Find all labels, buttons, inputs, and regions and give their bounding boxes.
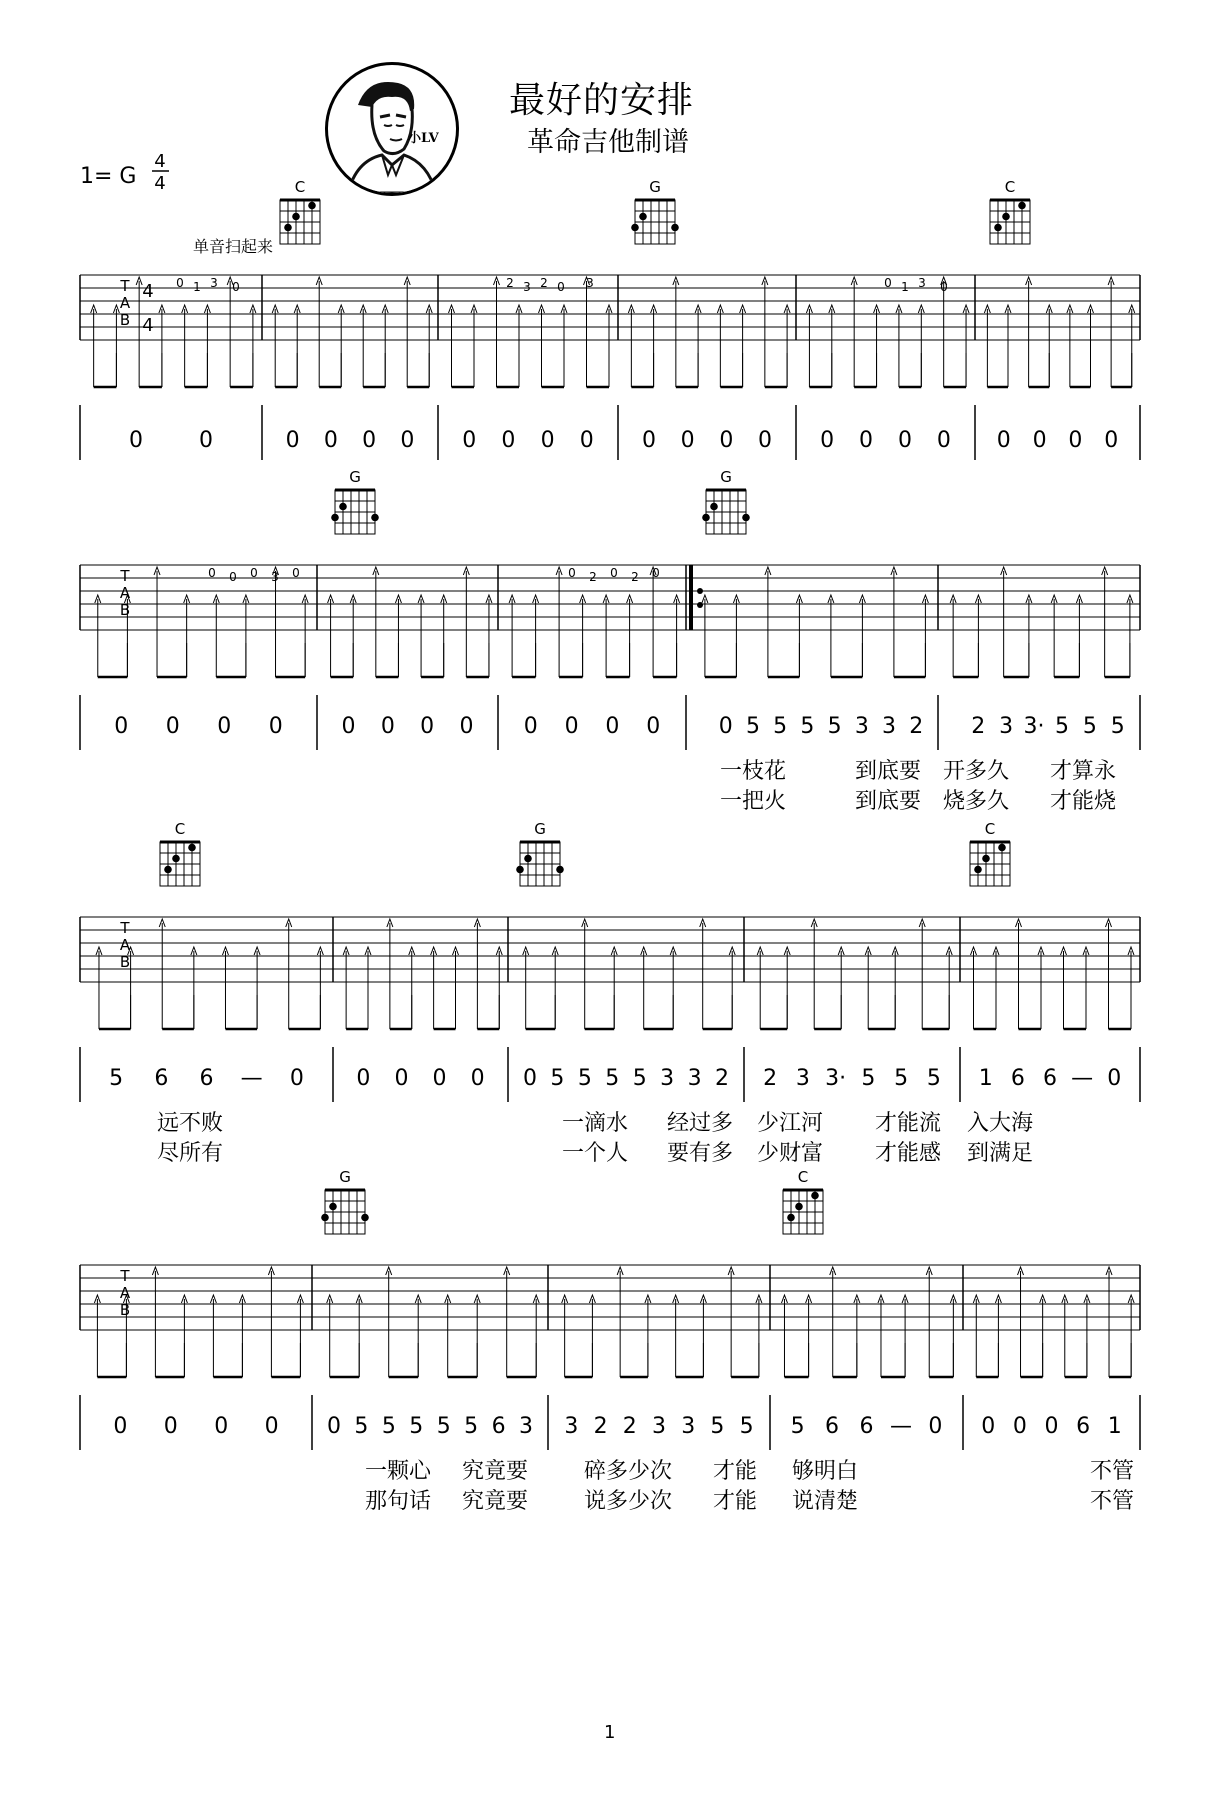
lyric-verse-1: 入大海 bbox=[966, 1111, 1034, 1136]
numbered-note: 0 bbox=[341, 714, 356, 739]
numbered-note: 0 bbox=[718, 714, 733, 739]
numbered-note: 6 bbox=[825, 1414, 840, 1439]
numbered-note: 1 bbox=[978, 1066, 993, 1091]
chord-name: G bbox=[339, 1168, 351, 1186]
lyric-verse-2: 尽所有 bbox=[156, 1141, 224, 1166]
numbered-note: 5 bbox=[1054, 714, 1069, 739]
fret-number: 0 bbox=[292, 566, 300, 580]
numbered-note: 6 bbox=[1043, 1066, 1057, 1091]
fret-number: 2 bbox=[589, 570, 597, 584]
lyric-verse-1: 少江河 bbox=[756, 1111, 824, 1136]
numbered-note: 0 bbox=[323, 428, 338, 453]
lyric-verse-1: 一颗心 bbox=[364, 1459, 432, 1484]
numbered-note: 0 bbox=[928, 1414, 943, 1439]
numbered-note: 5 bbox=[710, 1414, 725, 1439]
fret-number: 0 bbox=[652, 566, 660, 580]
numbered-note: 0 bbox=[646, 714, 661, 739]
fret-number: 3 bbox=[210, 276, 218, 290]
numbered-note: 3· bbox=[1023, 714, 1045, 739]
finger-dot bbox=[556, 866, 564, 874]
tab-time-bottom: 4 bbox=[142, 315, 154, 336]
numbered-note: — bbox=[240, 1066, 263, 1091]
fret-number: 2 bbox=[506, 276, 514, 290]
numbered-note: 5 bbox=[800, 714, 815, 739]
numbered-note: 2 bbox=[593, 1414, 608, 1439]
numbered-note: 0 bbox=[1107, 1066, 1122, 1091]
lyric-verse-2: 才能烧 bbox=[1049, 789, 1117, 814]
lyric-verse-1: 才能 bbox=[712, 1459, 758, 1484]
numbered-note: 5 bbox=[109, 1066, 124, 1091]
numbered-note: 0 bbox=[217, 714, 232, 739]
numbered-note: 3 bbox=[564, 1414, 579, 1439]
numbered-note: 0 bbox=[326, 1414, 341, 1439]
chord-diagram bbox=[783, 1190, 823, 1234]
fret-number: 0 bbox=[940, 280, 948, 294]
numbered-note: 0 bbox=[641, 428, 656, 453]
numbered-note: 0 bbox=[289, 1066, 304, 1091]
numbered-note: 6 bbox=[859, 1414, 874, 1439]
fret-number: 0 bbox=[208, 566, 216, 580]
intro-label: 单音扫起来 bbox=[192, 237, 274, 256]
numbered-note: 5 bbox=[436, 1414, 451, 1439]
lyric-verse-2: 到满足 bbox=[966, 1141, 1034, 1166]
numbered-note: 3 bbox=[999, 714, 1014, 739]
numbered-note: 0 bbox=[719, 428, 734, 453]
numbered-note: 6 bbox=[1010, 1066, 1025, 1091]
numbered-note: 0 bbox=[680, 428, 695, 453]
numbered-note: 3 bbox=[660, 1066, 675, 1091]
chord-name: C bbox=[797, 1168, 809, 1186]
numbered-note: 0 bbox=[859, 428, 874, 453]
finger-dot bbox=[671, 224, 679, 232]
lyric-verse-2: 说清楚 bbox=[791, 1489, 859, 1514]
numbered-note: 0 bbox=[380, 714, 395, 739]
numbered-note: 5 bbox=[605, 1066, 620, 1091]
finger-dot bbox=[339, 503, 347, 511]
repeat-dot bbox=[697, 588, 703, 594]
numbered-note: 6 bbox=[199, 1066, 214, 1091]
tab-letter: A bbox=[119, 1284, 131, 1302]
lyric-verse-1: 经过多 bbox=[666, 1111, 734, 1136]
numbered-note: 5 bbox=[1110, 714, 1125, 739]
lyric-verse-1: 到底要 bbox=[854, 759, 922, 784]
numbered-note: 0 bbox=[501, 428, 516, 453]
numbered-note: 0 bbox=[113, 1414, 128, 1439]
tab-letter: B bbox=[119, 311, 131, 329]
numbered-note: 3 bbox=[854, 714, 869, 739]
numbered-note: 5 bbox=[739, 1414, 754, 1439]
numbered-note: 0 bbox=[1012, 1414, 1027, 1439]
finger-dot bbox=[188, 844, 196, 852]
lyric-verse-2: 不管 bbox=[1089, 1489, 1135, 1514]
fret-number: 0 bbox=[568, 566, 576, 580]
fret-number: 3 bbox=[271, 570, 279, 584]
fret-number: 0 bbox=[610, 566, 618, 580]
logo-text: 小LV bbox=[408, 131, 439, 146]
page-number: 1 bbox=[604, 1722, 616, 1743]
finger-dot bbox=[371, 514, 379, 522]
fret-number: 0 bbox=[884, 276, 892, 290]
time-signature-bottom: 4 bbox=[154, 173, 166, 194]
numbered-note: 1 bbox=[1107, 1414, 1122, 1439]
finger-dot bbox=[284, 224, 292, 232]
lyric-verse-2: 说多少次 bbox=[583, 1489, 673, 1514]
numbered-note: 0 bbox=[470, 1066, 485, 1091]
chord-name: G bbox=[649, 178, 661, 196]
lyric-verse-1: 不管 bbox=[1089, 1459, 1135, 1484]
lyric-verse-2: 到底要 bbox=[854, 789, 922, 814]
chord-diagram bbox=[970, 842, 1010, 886]
numbered-note: 2 bbox=[909, 714, 924, 739]
lyric-verse-1: 开多久 bbox=[942, 759, 1010, 784]
finger-dot bbox=[982, 855, 990, 863]
numbered-note: 0 bbox=[362, 428, 377, 453]
finger-dot bbox=[164, 866, 172, 874]
fret-number: 0 bbox=[176, 276, 184, 290]
numbered-note: 5 bbox=[550, 1066, 565, 1091]
time-signature-top: 4 bbox=[154, 151, 166, 172]
numbered-note: 5 bbox=[409, 1414, 424, 1439]
lyric-verse-1: 才算永 bbox=[1049, 759, 1117, 784]
finger-dot bbox=[1002, 213, 1010, 221]
numbered-note: 0 bbox=[199, 428, 213, 453]
numbered-note: 3 bbox=[519, 1414, 534, 1439]
finger-dot bbox=[292, 213, 300, 221]
fret-number: 3 bbox=[523, 280, 531, 294]
numbered-note: 0 bbox=[459, 714, 474, 739]
numbered-note: 3 bbox=[795, 1066, 810, 1091]
tab-letter: B bbox=[119, 953, 131, 971]
numbered-note: 2 bbox=[715, 1066, 730, 1091]
numbered-note: 5 bbox=[745, 714, 760, 739]
tab-letter: A bbox=[119, 936, 131, 954]
lyric-verse-2: 才能感 bbox=[874, 1141, 942, 1166]
finger-dot bbox=[331, 514, 339, 522]
lyric-verse-1: 碎多少次 bbox=[583, 1459, 673, 1484]
chord-diagram bbox=[631, 200, 679, 244]
finger-dot bbox=[524, 855, 532, 863]
key-signature: 1= G bbox=[80, 164, 137, 189]
numbered-note: 3· bbox=[825, 1066, 847, 1091]
chord-name: C bbox=[984, 820, 996, 838]
numbered-note: 3 bbox=[882, 714, 897, 739]
tab-letter: T bbox=[120, 1267, 130, 1285]
numbered-note: 0 bbox=[163, 1414, 178, 1439]
finger-dot bbox=[631, 224, 639, 232]
finger-dot bbox=[811, 1192, 819, 1200]
tab-letter: B bbox=[119, 1301, 131, 1319]
finger-dot bbox=[795, 1203, 803, 1211]
numbered-note: 2 bbox=[763, 1066, 778, 1091]
tab-letter: B bbox=[119, 601, 131, 619]
chord-name: G bbox=[534, 820, 546, 838]
numbered-note: 0 bbox=[129, 428, 143, 453]
fret-number: 0 bbox=[232, 280, 240, 294]
chord-diagram bbox=[990, 200, 1030, 244]
tab-letter: A bbox=[119, 294, 131, 312]
numbered-note: 0 bbox=[214, 1414, 229, 1439]
fret-number: 0 bbox=[250, 566, 258, 580]
numbered-note: 5 bbox=[1082, 714, 1097, 739]
chord-diagram bbox=[516, 842, 564, 886]
finger-dot bbox=[787, 1214, 795, 1222]
numbered-note: 0 bbox=[564, 714, 579, 739]
numbered-note: 0 bbox=[897, 428, 912, 453]
finger-dot bbox=[702, 514, 710, 522]
numbered-note: 5 bbox=[790, 1414, 805, 1439]
numbered-note: 0 bbox=[996, 428, 1011, 453]
numbered-note: 0 bbox=[1104, 428, 1119, 453]
chord-diagram bbox=[702, 490, 750, 534]
numbered-note: 3 bbox=[687, 1066, 702, 1091]
chord-name: C bbox=[174, 820, 186, 838]
lyric-verse-2: 烧多久 bbox=[942, 789, 1010, 814]
chord-diagram bbox=[280, 200, 320, 244]
numbered-note: 3 bbox=[652, 1414, 666, 1439]
finger-dot bbox=[516, 866, 524, 874]
fret-number: 3 bbox=[918, 276, 926, 290]
numbered-note: 5 bbox=[827, 714, 842, 739]
song-title: 最好的安排 bbox=[509, 80, 695, 121]
numbered-note: 5 bbox=[773, 714, 788, 739]
lyric-verse-2: 那句话 bbox=[364, 1489, 432, 1514]
finger-dot bbox=[974, 866, 982, 874]
numbered-note: 0 bbox=[420, 714, 435, 739]
numbered-note: 0 bbox=[540, 428, 555, 453]
numbered-note: 0 bbox=[165, 714, 180, 739]
fret-number: 3 bbox=[586, 276, 594, 290]
chord-name: C bbox=[1004, 178, 1016, 196]
numbered-note: — bbox=[889, 1414, 912, 1439]
finger-dot bbox=[742, 514, 750, 522]
finger-dot bbox=[710, 503, 718, 511]
fret-number: 1 bbox=[193, 280, 201, 294]
numbered-note: 5 bbox=[861, 1066, 876, 1091]
numbered-note: 0 bbox=[462, 428, 477, 453]
lyric-verse-2: 要有多 bbox=[666, 1141, 734, 1166]
tab-letter: T bbox=[120, 567, 130, 585]
lyric-verse-1: 一滴水 bbox=[561, 1111, 629, 1136]
numbered-note: 5 bbox=[464, 1414, 479, 1439]
finger-dot bbox=[998, 844, 1006, 852]
tab-time-top: 4 bbox=[142, 281, 154, 302]
numbered-note: 0 bbox=[114, 714, 129, 739]
finger-dot bbox=[172, 855, 180, 863]
tab-letter: A bbox=[119, 584, 131, 602]
numbered-note: 0 bbox=[522, 1066, 537, 1091]
fret-number: 0 bbox=[557, 280, 565, 294]
lyric-verse-1: 究竟要 bbox=[461, 1459, 529, 1484]
numbered-note: 0 bbox=[264, 1414, 279, 1439]
tab-staff bbox=[80, 275, 1140, 460]
lyric-verse-2: 一个人 bbox=[561, 1141, 629, 1166]
numbered-note: 0 bbox=[285, 428, 300, 453]
numbered-note: 0 bbox=[820, 428, 835, 453]
fret-number: 0 bbox=[229, 570, 237, 584]
numbered-note: 0 bbox=[605, 714, 620, 739]
finger-dot bbox=[321, 1214, 329, 1222]
numbered-note: 0 bbox=[981, 1414, 996, 1439]
tab-letter: T bbox=[120, 277, 130, 295]
lyric-verse-1: 一枝花 bbox=[719, 759, 787, 784]
finger-dot bbox=[1018, 202, 1026, 210]
numbered-note: 0 bbox=[394, 1066, 409, 1091]
numbered-note: 0 bbox=[936, 428, 951, 453]
lyric-verse-1: 远不败 bbox=[156, 1111, 224, 1136]
numbered-note: 6 bbox=[491, 1414, 506, 1439]
numbered-note: 2 bbox=[971, 714, 986, 739]
numbered-note: 6 bbox=[154, 1066, 169, 1091]
lyric-verse-2: 一把火 bbox=[719, 789, 787, 814]
lyric-verse-2: 究竟要 bbox=[461, 1489, 529, 1514]
lyric-verse-2: 少财富 bbox=[756, 1141, 824, 1166]
chord-diagram bbox=[331, 490, 379, 534]
numbered-note: 0 bbox=[1032, 428, 1047, 453]
chord-name: G bbox=[349, 468, 361, 486]
numbered-note: 0 bbox=[356, 1066, 371, 1091]
numbered-note: 5 bbox=[926, 1066, 941, 1091]
numbered-note: 0 bbox=[1068, 428, 1083, 453]
finger-dot bbox=[994, 224, 1002, 232]
chord-name: C bbox=[294, 178, 306, 196]
numbered-note: 2 bbox=[622, 1414, 637, 1439]
finger-dot bbox=[329, 1203, 337, 1211]
chord-diagram bbox=[160, 842, 200, 886]
finger-dot bbox=[361, 1214, 369, 1222]
chord-diagram bbox=[321, 1190, 369, 1234]
numbered-note: 0 bbox=[579, 428, 594, 453]
chord-name: G bbox=[720, 468, 732, 486]
finger-dot bbox=[308, 202, 316, 210]
lyric-verse-1: 够明白 bbox=[791, 1459, 859, 1484]
numbered-note: 0 bbox=[268, 714, 283, 739]
numbered-note: 6 bbox=[1076, 1414, 1091, 1439]
numbered-note: 5 bbox=[577, 1066, 592, 1091]
numbered-note: 5 bbox=[894, 1066, 909, 1091]
numbered-note: 0 bbox=[758, 428, 773, 453]
numbered-note: 5 bbox=[632, 1066, 647, 1091]
lyric-verse-1: 才能流 bbox=[874, 1111, 942, 1136]
numbered-note: 5 bbox=[381, 1414, 396, 1439]
finger-dot bbox=[639, 213, 647, 221]
numbered-note: 0 bbox=[1044, 1414, 1059, 1439]
numbered-note: 5 bbox=[354, 1414, 369, 1439]
tab-letter: T bbox=[120, 919, 130, 937]
arranger-credit: 革命吉他制谱 bbox=[527, 127, 689, 158]
numbered-note: 0 bbox=[400, 428, 415, 453]
numbered-note: 0 bbox=[432, 1066, 447, 1091]
numbered-note: 0 bbox=[523, 714, 538, 739]
fret-number: 1 bbox=[901, 280, 909, 294]
lyric-verse-2: 才能 bbox=[712, 1489, 758, 1514]
numbered-note: — bbox=[1071, 1066, 1094, 1091]
fret-number: 2 bbox=[540, 276, 548, 290]
fret-number: 2 bbox=[631, 570, 639, 584]
numbered-note: 3 bbox=[681, 1414, 696, 1439]
